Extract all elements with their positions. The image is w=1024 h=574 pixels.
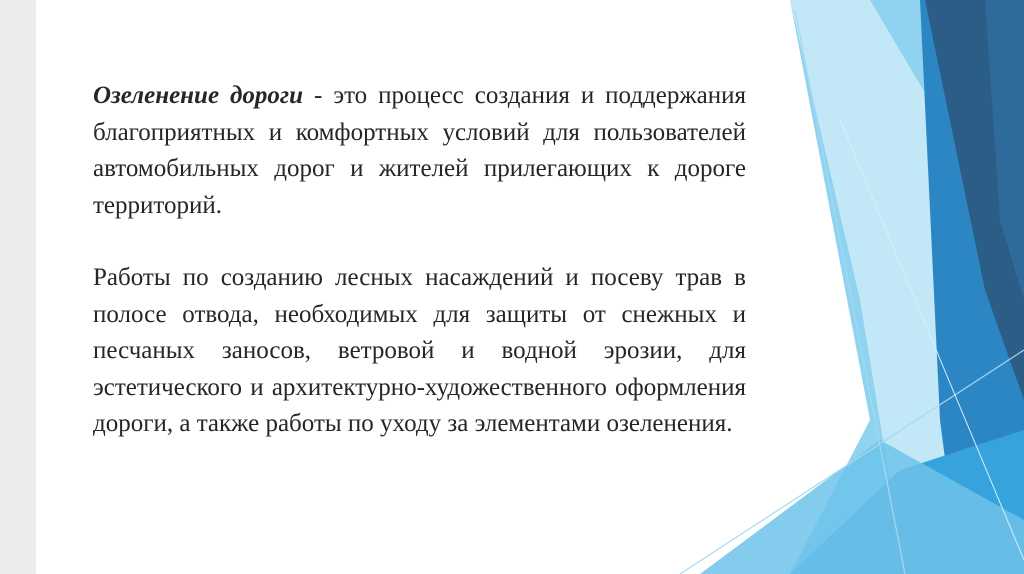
definition-term: Озеленение дороги: [93, 82, 304, 109]
content-text: [93, 78, 746, 443]
works-paragraph: Работы по созданию лесных насаждений и посеву трав в полосе отвода, необходимых для защиты от снежных и песчаных заносов, ветровой и водной эрозии, для эстетического и архитектурно-художественного оформления дороги, а также работы по уходу за элементами озеленения.: [93, 264, 746, 437]
definition-paragraph: [93, 78, 746, 224]
paragraph-spacer: [93, 224, 746, 260]
definition-text: - это процесс создания и поддержания благоприятных и комфортных условий для пользователей автомобильных дорог и жителей прилегающих к дороге территорий.: [93, 82, 746, 219]
